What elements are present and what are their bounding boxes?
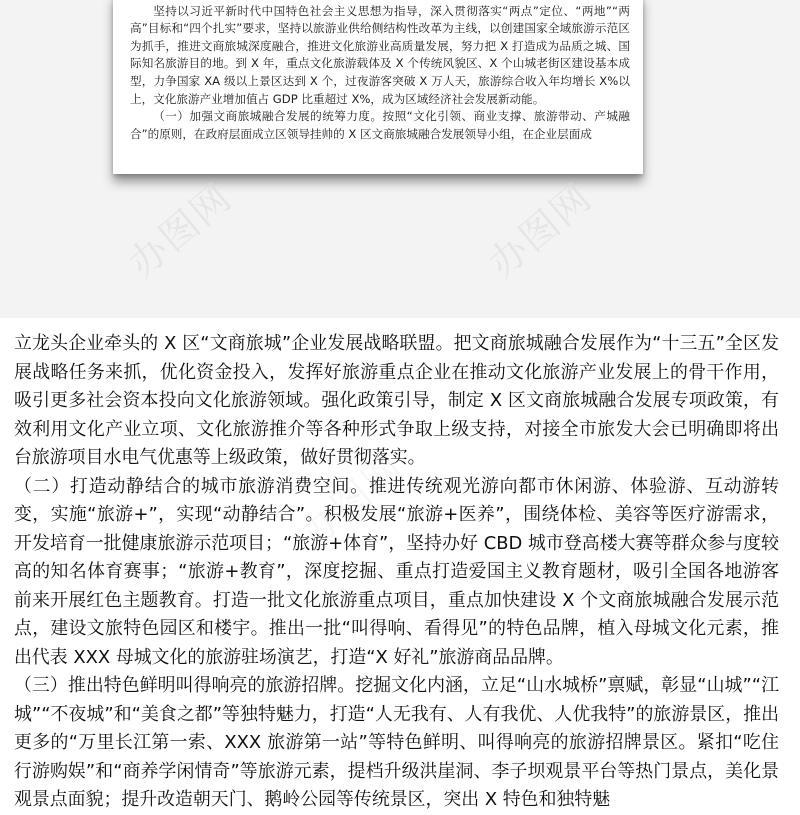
watermark: 办图网 xyxy=(480,174,601,286)
body-paragraph-3: （三）推出特色鲜明叫得响亮的旅游招牌。挖掘文化内涵，立足“山水城桥”禀赋，彰显“山城”“江城”“不夜城”和“美食之都”等独特魅力，打造“人无我有、人有我优、人优我特”的旅游景区，推出更多的“万里长江第一索、XXX 旅游第一站”等特色鲜明、叫得响亮的旅游招牌景区。紧扣“吃住行游购娱”和“商养学闲情奇”等旅游元素，提档升级洪崖洞、李子坝观景平台等热门景点，美化景观景点面貌；提升改造朝天门、鹅岭公园等传统景区，突出 X 特色和独特魅 xyxy=(14,675,779,810)
preview-paragraph-2: （一）加强文商旅城融合发展的统筹力度。按照“文化引领、商业支撑、旅游带动、产城融合”的原则，在政府层面成立区领导挂帅的 X 区文商旅城融合发展领导小组，在企业层面成 xyxy=(130,109,630,141)
body-paragraph-2: （二）打造动静结合的城市旅游消费空间。推进传统观光游向都市休闲游、体验游、互动游转变，实施“旅游+”，实现“动静结合”。积极发展“旅游+医养”，围绕体检、美容等医疗游需求，开发培育一批健康旅游示范项目；“旅游+体育”，坚持办好 CBD 城市登高楼大赛等群众参与度较高的知名体育赛事；“旅游+教育”，深度挖掘、重点打造爱国主义教育题材，吸引全国各地游客前来开展红色主题教育。打造一批文化旅游重点项目，重点加快建设 X 个文商旅城融合发展示范点，建设文旅特色园区和楼宇。推出一批“叫得响、看得见”的特色品牌，植入母城文化元素，推出代表 XXX 母城文化的旅游驻场演艺，打造“X 好礼”旅游商品品牌。 xyxy=(14,475,779,668)
body-paragraph-1: 立龙头企业牵头的 X 区“文商旅城”企业发展战略联盟。把文商旅城融合发展作为“十三五”全区发展战略任务来抓，优化资金投入，发挥好旅游重点企业在推动文化旅游产业发展上的骨干作用，吸引更多社会资本投向文化旅游领域。强化政策引导，制定 X 区文商旅城融合发展专项政策，有效利用文化产业立项、文化旅游推介等各种形式争取上级支持，对接全市旅发大会已明确即将出台旅游项目水电气优惠等上级政策，做好贯彻落实。 xyxy=(14,333,779,468)
watermark: 办图网 xyxy=(292,444,413,556)
watermark: 办图网 xyxy=(120,174,241,286)
preview-text xyxy=(130,0,630,143)
document-body xyxy=(14,330,779,815)
top-preview-band xyxy=(0,0,800,318)
document-preview-sheet xyxy=(113,0,643,174)
preview-paragraph-1: 坚持以习近平新时代中国特色社会主义思想为指导，深入贯彻落实“两点”定位、“两地”“两高”目标和“四个扎实”要求，坚持以旅游业供给侧结构性改革为主线，以创建国家全域旅游示范区为抓手，推进文商旅城深度融合，推进文化旅游业高质量发展，努力把 X 打造成为品质之城、国际知名旅游目的地。到 X 年，重点文化旅游载体及 X 个传统风貌区、X 个山城老街区建设基本成型，力争国家 XA 级以上景区达到 X 个，过夜游客突破 X 万人天，旅游综合收入年均增长 X%以上，文化旅游产业增加值占 GDP 比重超过 X%，成为区域经济社会发展新动能。 xyxy=(130,3,630,106)
